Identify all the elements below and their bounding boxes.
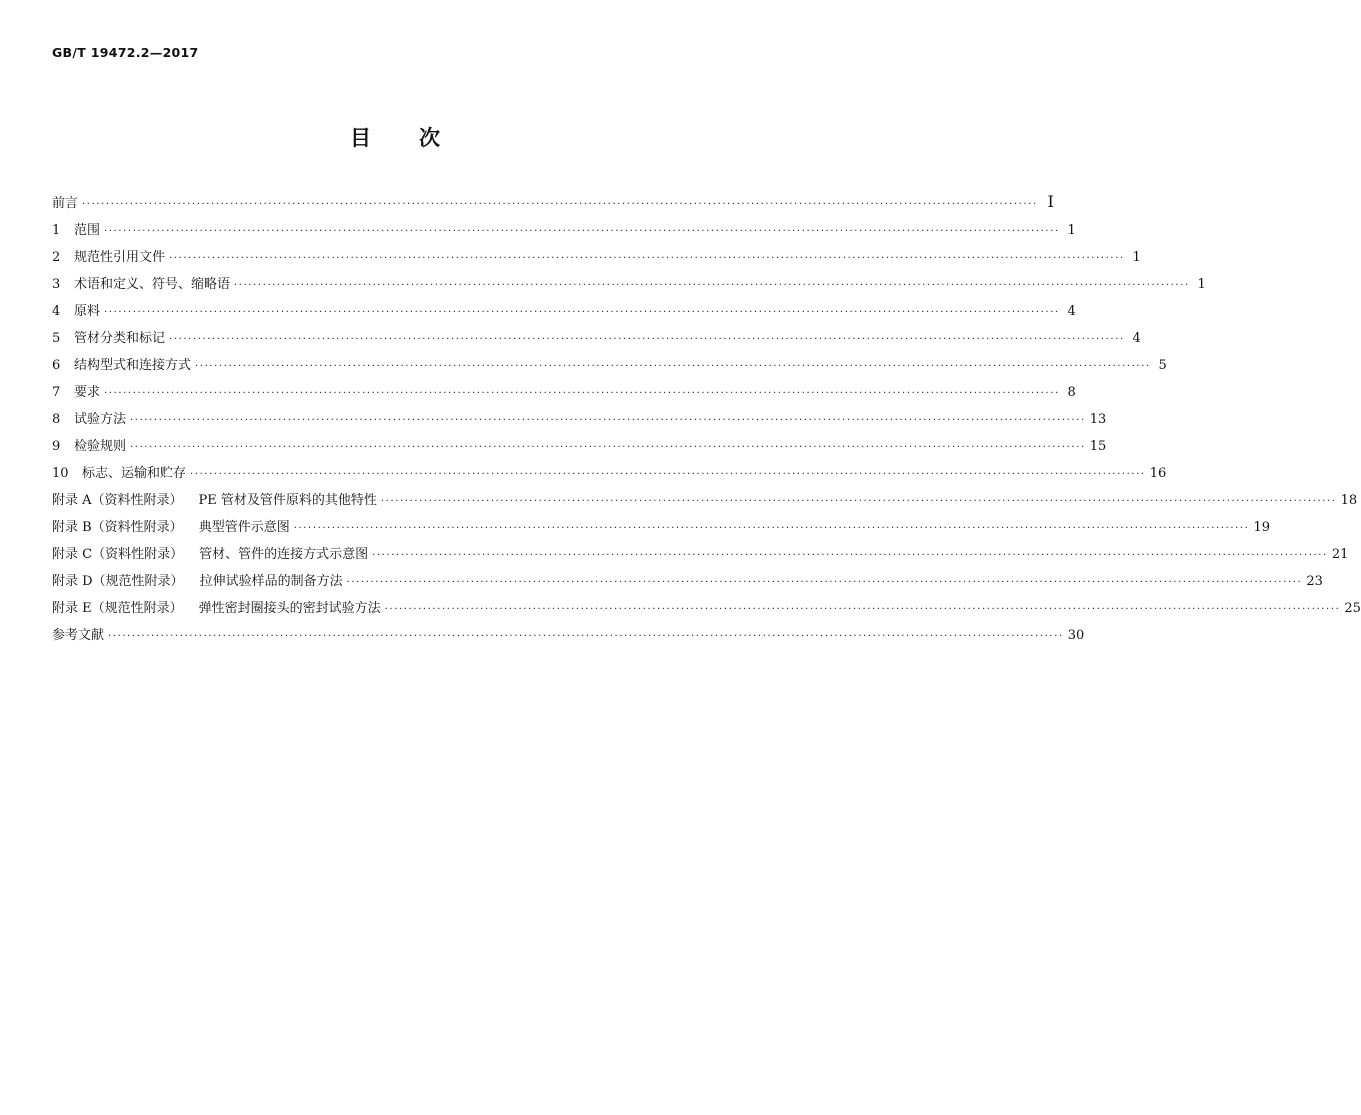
toc-leader-dots: ········································································································································································································: [108, 631, 1064, 642]
toc-entry-number: 附录 D（规范性附录）: [52, 574, 184, 589]
toc-entry-number: 9: [52, 439, 61, 454]
toc-leader-dots: ········································································································································································································: [372, 550, 1328, 561]
toc-entry-page: 15: [1089, 439, 1107, 454]
toc-entry-number: 附录 E（规范性附录）: [52, 601, 183, 616]
toc-entry-label: 附录 A（资料性附录） PE 管材及管件原料的其他特性: [52, 493, 377, 508]
toc-leader-dots: ········································································································································································································: [234, 280, 1190, 291]
toc-entry-label: 8 试验方法: [52, 412, 127, 427]
toc-entry-5[interactable]: [52, 327, 1141, 354]
toc-leader-dots: ········································································································································································································: [293, 523, 1250, 534]
toc-entry-foreword[interactable]: [52, 192, 1054, 219]
toc-entry-annex-b[interactable]: [52, 516, 1270, 543]
toc-entry-page: 1: [1067, 223, 1076, 238]
toc-entry-label: 附录 E（规范性附录） 弹性密封圈接头的密封试验方法: [52, 601, 381, 616]
toc-entry-bibliography[interactable]: [52, 624, 1085, 651]
toc-entry-2[interactable]: [52, 246, 1141, 273]
toc-entry-1[interactable]: [52, 219, 1076, 246]
document-code: GB/T 19472.2—2017: [52, 45, 199, 60]
toc-leader-dots: ········································································································································································································: [104, 226, 1060, 237]
toc-entry-label: 前言: [52, 196, 79, 211]
toc-entry-label: 3 术语和定义、符号、缩略语: [52, 277, 231, 292]
toc-leader-dots: ········································································································································································································: [130, 442, 1086, 453]
toc-entry-page: 5: [1158, 358, 1167, 373]
toc-entry-annex-c[interactable]: [52, 543, 1349, 570]
table-of-contents: [52, 192, 1361, 651]
toc-entry-6[interactable]: [52, 354, 1167, 381]
toc-entry-number: 4: [52, 304, 61, 319]
page-title-char-1: 目: [350, 126, 371, 150]
toc-entry-number: 附录 B（资料性附录）: [52, 520, 183, 535]
toc-entry-label: 6 结构型式和连接方式: [52, 358, 192, 373]
toc-leader-dots: ········································································································································································································: [346, 577, 1303, 588]
toc-entry-label: 附录 B（资料性附录） 典型管件示意图: [52, 520, 290, 535]
toc-entry-number: 6: [52, 358, 61, 373]
toc-entry-number: 5: [52, 331, 61, 346]
toc-entry-page: 23: [1306, 574, 1323, 589]
toc-leader-dots: ········································································································································································································: [104, 388, 1060, 399]
toc-entry-label: 附录 D（规范性附录） 拉伸试验样品的制备方法: [52, 574, 343, 589]
toc-entry-annex-d[interactable]: [52, 570, 1323, 597]
toc-entry-label: 10 标志、运输和贮存: [52, 466, 187, 481]
toc-entry-page: 19: [1253, 520, 1270, 535]
toc-entry-number: 附录 C（资料性附录）: [52, 547, 184, 562]
page-title-char-2: 次: [419, 126, 440, 150]
toc-entry-page: 4: [1132, 331, 1141, 346]
toc-entry-number: 3: [52, 277, 61, 292]
toc-leader-dots: ········································································································································································································: [169, 253, 1125, 264]
toc-entry-number: 1: [52, 223, 61, 238]
toc-entry-number: 2: [52, 250, 61, 265]
toc-entry-label: 附录 C（资料性附录） 管材、管件的连接方式示意图: [52, 547, 369, 562]
toc-entry-annex-e[interactable]: [52, 597, 1361, 624]
toc-entry-9[interactable]: [52, 435, 1107, 462]
toc-entry-10[interactable]: [52, 462, 1167, 489]
toc-entry-annex-a[interactable]: [52, 489, 1358, 516]
toc-entry-page: 4: [1067, 304, 1076, 319]
toc-entry-page: 1: [1197, 277, 1206, 292]
toc-entry-number: 7: [52, 385, 61, 400]
toc-leader-dots: ········································································································································································································: [384, 604, 1341, 615]
toc-entry-page: 25: [1344, 601, 1361, 616]
toc-entry-page: Ⅰ: [1047, 192, 1054, 211]
toc-entry-8[interactable]: [52, 408, 1107, 435]
toc-leader-dots: ········································································································································································································: [195, 361, 1151, 372]
toc-entry-label: 1 范围: [52, 223, 101, 238]
toc-entry-number: 8: [52, 412, 61, 427]
toc-leader-dots: ········································································································································································································: [169, 334, 1125, 345]
toc-leader-dots: ········································································································································································································: [190, 469, 1146, 480]
toc-entry-page: 8: [1067, 385, 1076, 400]
toc-entry-number: 附录 A（资料性附录）: [52, 493, 183, 508]
toc-entry-page: 16: [1149, 466, 1167, 481]
toc-entry-label: 7 要求: [52, 385, 101, 400]
toc-leader-dots: ········································································································································································································: [380, 496, 1337, 507]
toc-entry-label: 9 检验规则: [52, 439, 127, 454]
toc-entry-7[interactable]: [52, 381, 1076, 408]
toc-entry-label: 4 原料: [52, 304, 101, 319]
page-title: [0, 122, 790, 152]
toc-entry-label: 参考文献: [52, 628, 105, 643]
toc-entry-page: 1: [1132, 250, 1141, 265]
toc-entry-label: 5 管材分类和标记: [52, 331, 166, 346]
toc-entry-number: 10: [52, 466, 69, 481]
toc-leader-dots: ········································································································································································································: [130, 415, 1086, 426]
toc-leader-dots: ········································································································································································································: [104, 307, 1060, 318]
toc-entry-page: 13: [1089, 412, 1107, 427]
toc-entry-label: 2 规范性引用文件: [52, 250, 166, 265]
toc-leader-dots: ········································································································································································································: [82, 199, 1038, 210]
toc-entry-3[interactable]: [52, 273, 1206, 300]
toc-entry-4[interactable]: [52, 300, 1076, 327]
toc-entry-page: 18: [1340, 493, 1358, 508]
toc-entry-page: 21: [1331, 547, 1349, 562]
toc-entry-page: 30: [1067, 628, 1085, 643]
